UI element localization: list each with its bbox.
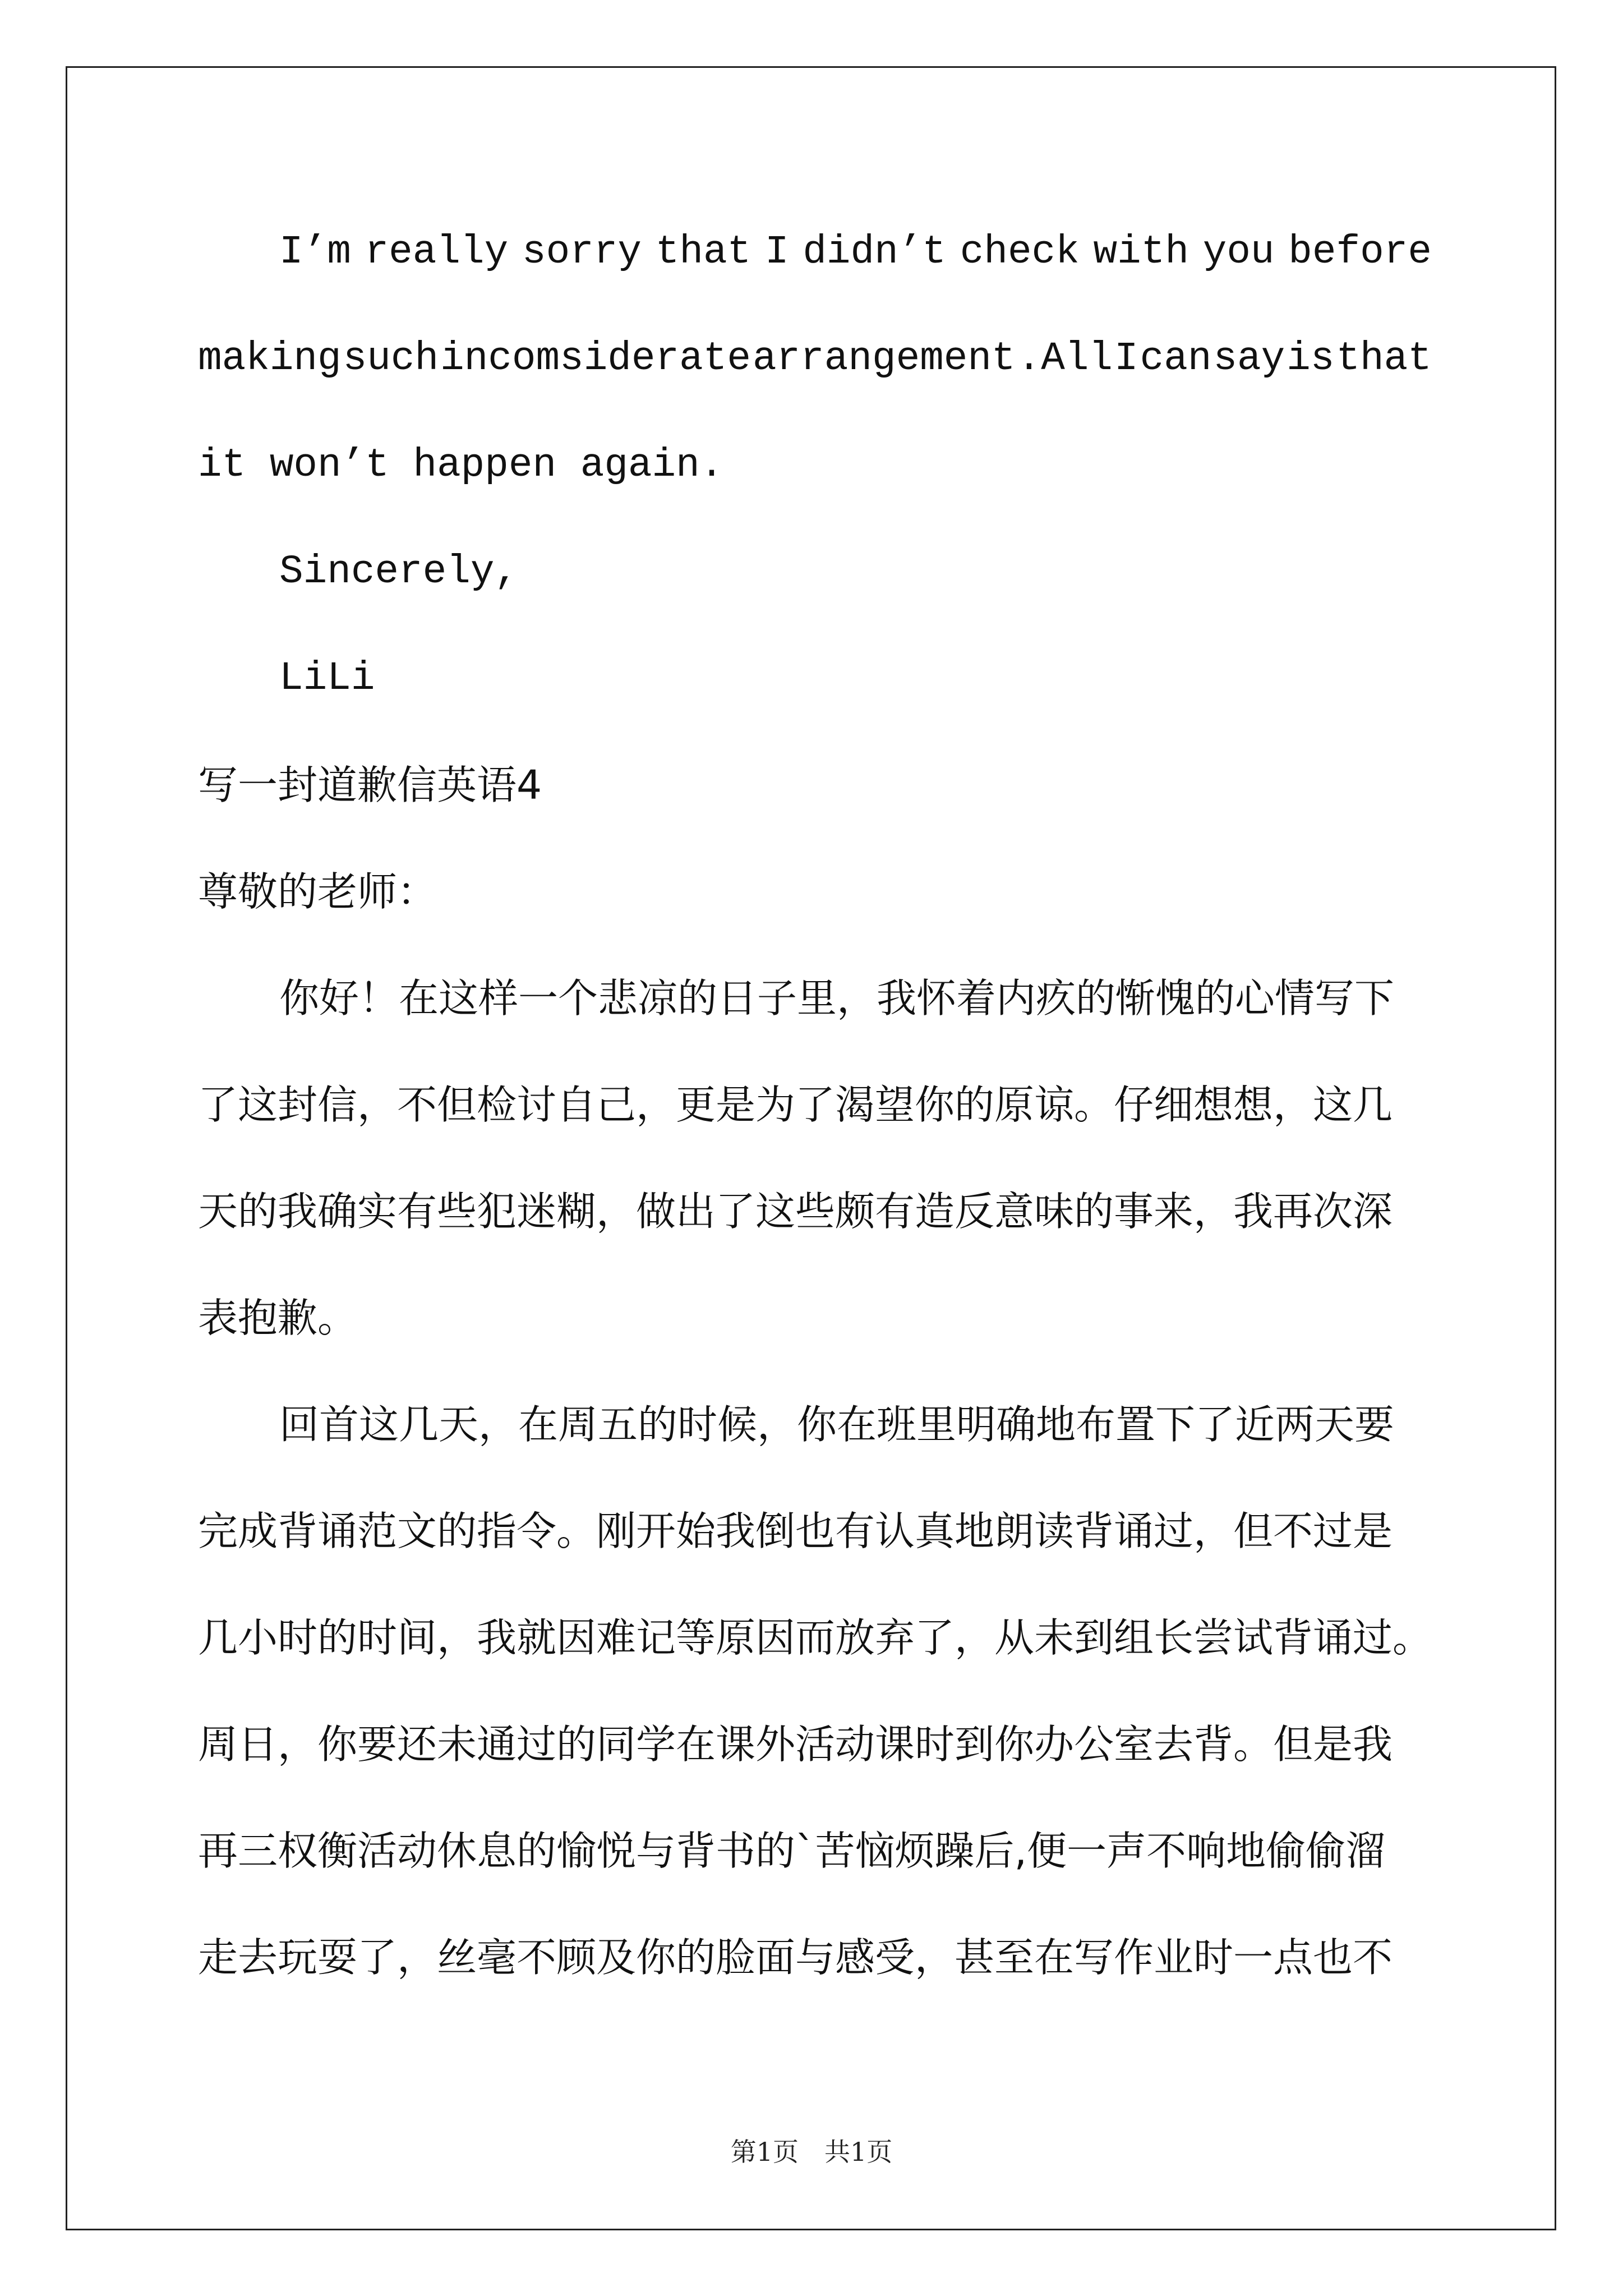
paragraph-line: 了这封信，不但检讨自己，更是为了渴望你的原谅。仔细想想，这几 xyxy=(198,1082,1393,1128)
word: .All xyxy=(1017,337,1113,381)
page-number-footer: 第1页 共1页 xyxy=(730,2137,893,2167)
word: arrangement xyxy=(752,337,1016,381)
paragraph-line: 再三权衡活动休息的愉悦与背书的`苦恼烦躁后,便一声不响地偷偷溜 xyxy=(198,1828,1386,1874)
word: incomsiderate xyxy=(440,337,751,381)
paragraph-line xyxy=(198,325,1432,432)
word: check xyxy=(960,230,1080,275)
document-body xyxy=(198,219,1432,2031)
word: is xyxy=(1287,337,1335,381)
paragraph-line: 表抱歉。 xyxy=(198,1295,358,1341)
word: didn’t xyxy=(803,230,946,275)
word: I’m xyxy=(279,230,351,275)
word: you xyxy=(1202,230,1275,275)
word: that xyxy=(1336,337,1432,381)
word: I xyxy=(764,230,789,275)
paragraph-line xyxy=(198,219,1432,325)
paragraph-line: 周日，你要还未通过的同学在课外活动课时到你办公室去背。但是我 xyxy=(198,1721,1393,1768)
salutation: 尊敬的老师： xyxy=(198,868,437,915)
section-title: 写一封道歉信英语4 xyxy=(198,762,542,808)
paragraph-line: 走去玩耍了，丝毫不顾及你的脸面与感受，甚至在写作业时一点也不 xyxy=(198,1934,1393,1981)
word: say xyxy=(1213,337,1285,381)
word: that xyxy=(655,230,751,275)
paragraph-line: 完成背诵范文的指令。刚开始我倒也有认真地朗读背诵过，但不过是 xyxy=(198,1508,1393,1554)
paragraph-line: 你好！在这样一个悲凉的日子里，我怀着内疚的惭愧的心情写下 xyxy=(279,975,1395,1022)
word: I xyxy=(1114,337,1138,381)
sign-off: Sincerely, xyxy=(279,550,519,595)
word: making xyxy=(198,337,342,381)
word: really xyxy=(365,230,509,275)
word: such xyxy=(343,337,439,381)
word: before xyxy=(1288,230,1432,275)
paragraph-line: 天的我确实有些犯迷糊，做出了这些颇有造反意味的事来，我再次深 xyxy=(198,1188,1393,1235)
paragraph-line: 回首这几天，在周五的时候，你在班里明确地布置下了近两天要 xyxy=(279,1401,1395,1448)
word: with xyxy=(1093,230,1189,275)
word: can xyxy=(1140,337,1212,381)
signature-name: LiLi xyxy=(279,656,375,701)
word: sorry xyxy=(522,230,642,275)
paragraph-line: it won’t happen again. xyxy=(198,443,724,488)
paragraph-line: 几小时的时间，我就因难记等原因而放弃了，从未到组长尝试背诵过。 xyxy=(198,1614,1433,1661)
